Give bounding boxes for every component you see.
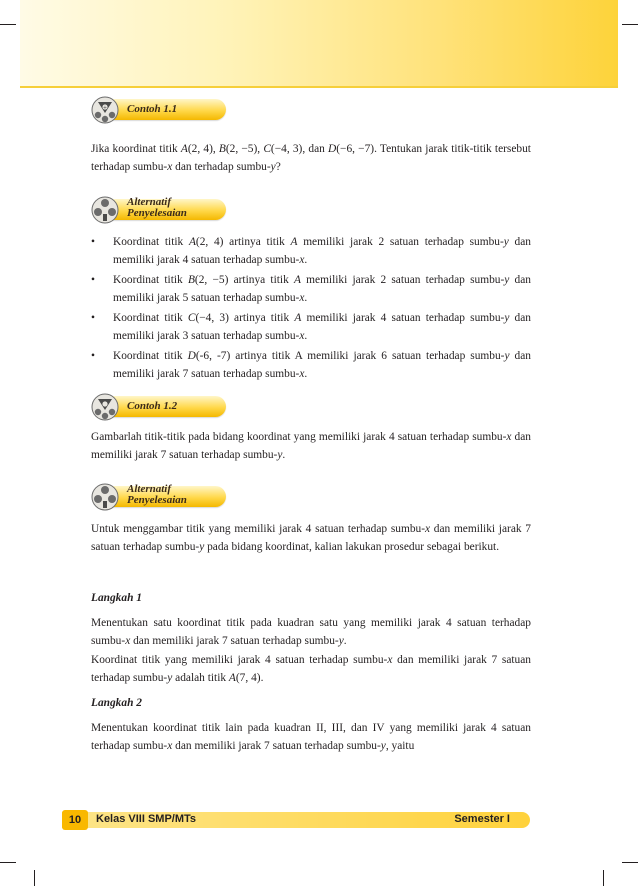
book-title: Kelas VIII SMP/MTs xyxy=(96,813,197,825)
badge-label: Contoh 1.1 xyxy=(127,103,178,115)
math-operators-icon xyxy=(91,393,119,421)
solution-2-intro: Untuk menggambar titik yang memiliki jarak 4 satuan terhadap sumbu-x dan memiliki jarak 7 satuan terhadap sumbu-y pada bidang koordinat, kalian lakukan prosedur sebagai berikut. xyxy=(91,523,531,553)
crop-mark xyxy=(622,24,638,25)
solution-1-badge xyxy=(91,196,226,224)
crop-mark xyxy=(622,862,638,863)
badge-label-line2: Penyelesaian xyxy=(127,494,187,506)
solution-1-list xyxy=(91,234,531,386)
step-2-title: Langkah 2 xyxy=(91,697,142,709)
badge-label-line2: Penyelesaian xyxy=(127,207,187,219)
page-footer xyxy=(62,812,530,828)
solution-2-badge xyxy=(91,483,226,511)
list-item: • Koordinat titik C(−4, 3) artinya titik A memiliki jarak 4 satuan terhadap sumbu-y dan memiliki jarak 3 satuan terhadap sumbu-x. xyxy=(91,310,531,345)
example-1-badge xyxy=(91,96,226,124)
example-2-badge xyxy=(91,393,226,421)
svg-text:+: + xyxy=(102,105,108,111)
math-operators-icon xyxy=(91,96,119,124)
badge-label-line1: Alternatif xyxy=(127,483,172,495)
list-item: • Koordinat titik A(2, 4) artinya titik A memiliki jarak 2 satuan terhadap sumbu-y dan memiliki jarak 4 satuan terhadap sumbu-x. xyxy=(91,234,531,269)
badge-label xyxy=(127,197,187,219)
badge-label-line1: Alternatif xyxy=(127,196,172,208)
crop-mark xyxy=(603,870,604,886)
badge-label xyxy=(127,484,187,506)
example-2-question: Gambarlah titik-titik pada bidang koordinat yang memiliki jarak 4 satuan terhadap sumbu-x dan memiliki jarak 7 satuan terhadap sumbu-y. xyxy=(91,431,531,461)
list-item: • Koordinat titik B(2, −5) artinya titik A memiliki jarak 2 satuan terhadap sumbu-y dan memiliki jarak 5 satuan terhadap sumbu-x. xyxy=(91,272,531,307)
step-1-title: Langkah 1 xyxy=(91,592,142,604)
step-1-paragraph-2: Koordinat titik yang memiliki jarak 4 satuan terhadap sumbu-x dan memiliki jarak 7 satuan terhadap sumbu-y adalah titik A(7, 4). xyxy=(91,654,532,684)
crop-mark xyxy=(0,862,16,863)
step-2-paragraph-1: Menentukan koordinat titik lain pada kuadran II, III, dan IV yang memiliki jarak 4 satuan terhadap sumbu-x dan memiliki jarak 7 satuan terhadap sumbu-y, yaitu xyxy=(91,722,531,752)
math-operators-icon xyxy=(91,196,119,224)
step-1-paragraph-1: Menentukan satu koordinat titik pada kuadran satu yang memiliki jarak 4 satuan terhadap sumbu-x dan memiliki jarak 7 satuan terhadap sumbu-y. xyxy=(91,617,531,647)
page-number: 10 xyxy=(62,810,88,830)
crop-mark xyxy=(34,870,35,886)
crop-mark xyxy=(0,24,16,25)
badge-label: Contoh 1.2 xyxy=(127,400,178,412)
example-1-question: Jika koordinat titik A(2, 4), B(2, −5), C(−4, 3), dan D(−6, −7). Tentukan jarak titik-titik tersebut terhadap sumbu-x dan terhadap sumbu-y? xyxy=(91,143,531,173)
list-item: • Koordinat titik D(-6, -7) artinya titik A memiliki jarak 6 satuan terhadap sumbu-y dan memiliki jarak 7 satuan terhadap sumbu-x. xyxy=(91,348,531,383)
header-band xyxy=(20,0,618,88)
semester-label: Semester I xyxy=(454,813,510,825)
math-operators-icon xyxy=(91,483,119,511)
